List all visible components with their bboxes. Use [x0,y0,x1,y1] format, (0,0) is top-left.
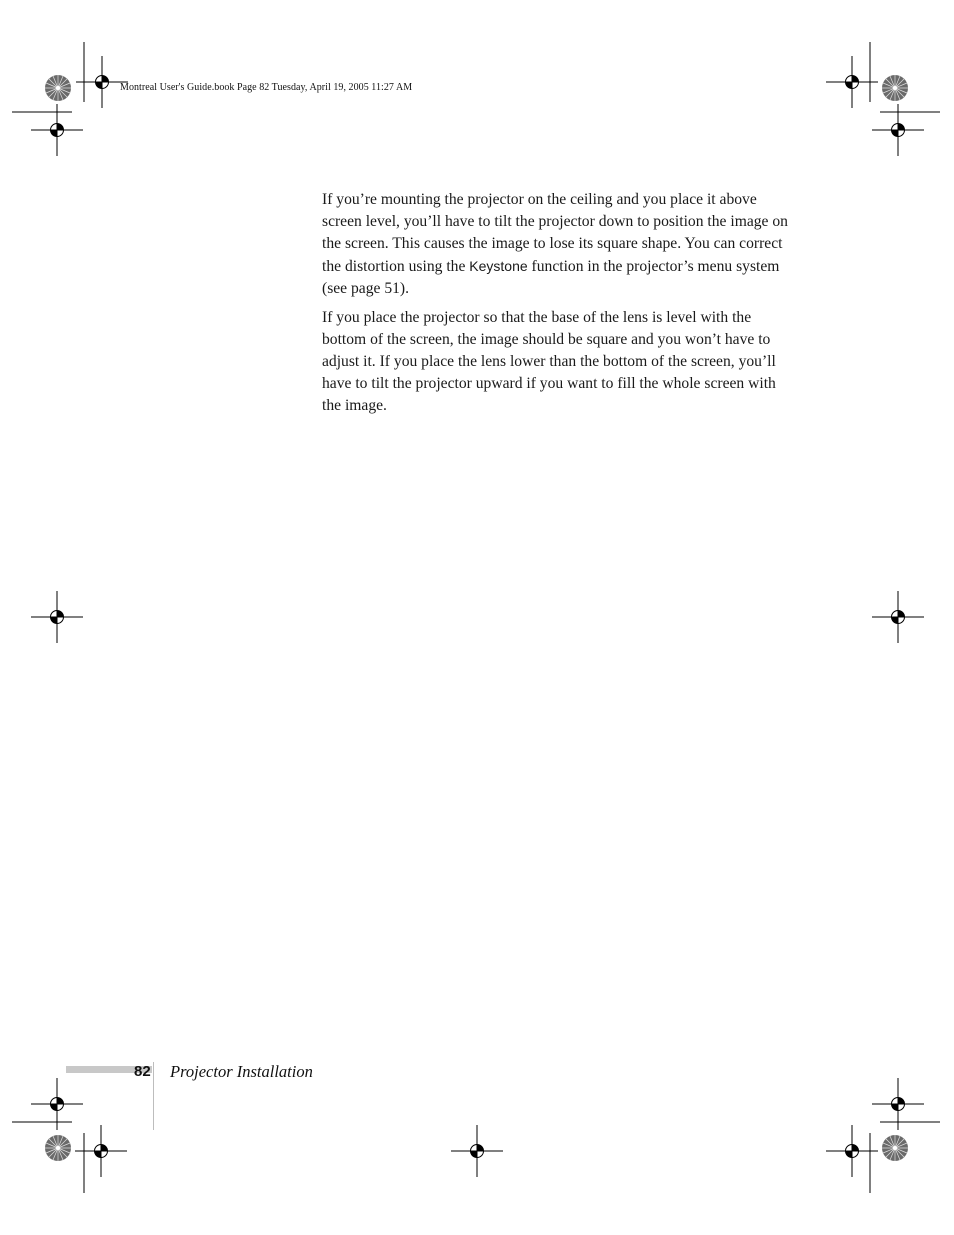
paragraph1-text-end: function in the projector’s menu system (see page 51). [322,258,780,297]
section-title: Projector Installation [170,1062,313,1081]
page-number: 82 [134,1063,151,1080]
footer-vertical-rule [153,1062,154,1130]
paragraph1-text-start: If you’re mounting the projector on the ceiling and you place it above screen level, you’ll have to tilt the projector down to position the image on the screen. This causes the image to lose its square shape. You can correct the distortion using the [322,191,788,275]
paragraph-lens-level: If you place the projector so that the base of the lens is level with the bottom of the screen, the image should be square and you won’t have to adjust it. If you place the lens lower than the bottom of the screen, you’ll have to tilt the projector upward if you want to fill the whole screen with the image. [322,309,776,414]
keystone-term: Keystone [469,258,528,274]
paragraph-keystone [322,189,790,300]
body-text [322,189,790,424]
book-info-header: Montreal User's Guide.book Page 82 Tuesday, April 19, 2005 11:27 AM [120,82,413,93]
